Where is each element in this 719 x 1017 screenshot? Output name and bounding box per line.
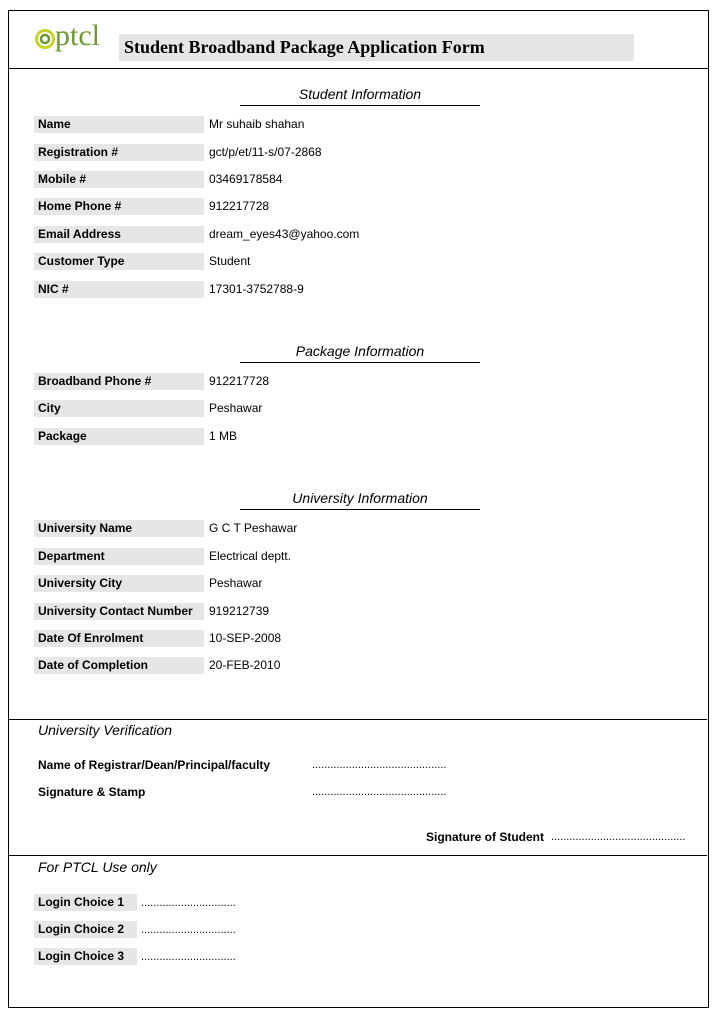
label-package: Package <box>34 428 204 445</box>
value-registration: gct/p/et/11-s/07-2868 <box>209 145 322 159</box>
section-underline <box>240 362 480 363</box>
value-mobile: 03469178584 <box>209 172 283 186</box>
section-title-university: University Information <box>292 490 428 506</box>
section-underline <box>240 105 480 106</box>
login-choice-1-line: ............................... <box>141 897 236 909</box>
login-choice-3-label: Login Choice 3 <box>34 948 137 965</box>
section-title-package: Package Information <box>295 343 425 359</box>
header-divider <box>9 68 709 69</box>
registrar-signature-line: ............................................ <box>312 759 447 771</box>
verification-divider <box>9 719 707 720</box>
value-email: dream_eyes43@yahoo.com <box>209 227 360 241</box>
section-title-ptcl-use: For PTCL Use only <box>38 859 157 875</box>
label-customer-type: Customer Type <box>34 253 204 270</box>
value-university-name: G C T Peshawar <box>209 521 298 535</box>
student-signature-line: ............................................ <box>551 831 686 843</box>
login-choice-1-label: Login Choice 1 <box>34 894 137 911</box>
ptcl-logo <box>34 14 116 60</box>
value-university-contact: 919212739 <box>209 604 270 618</box>
value-city: Peshawar <box>209 401 263 415</box>
label-mobile: Mobile # <box>34 171 204 188</box>
login-choice-3-line: ............................... <box>141 951 236 963</box>
login-choice-2-line: ............................... <box>141 924 236 936</box>
label-date-completion: Date of Completion <box>34 657 204 674</box>
label-email: Email Address <box>34 226 204 243</box>
label-university-contact: University Contact Number <box>34 603 204 620</box>
value-home-phone: 912217728 <box>209 199 270 213</box>
label-date-enrolment: Date Of Enrolment <box>34 630 204 647</box>
value-date-enrolment: 10-SEP-2008 <box>209 631 282 645</box>
value-broadband-phone: 912217728 <box>209 374 270 388</box>
value-nic: 17301-3752788-9 <box>209 282 304 296</box>
section-underline <box>240 509 480 510</box>
label-broadband-phone: Broadband Phone # <box>34 373 204 390</box>
login-choice-2-label: Login Choice 2 <box>34 921 137 938</box>
signature-stamp-label: Signature & Stamp <box>38 785 146 799</box>
label-registration: Registration # <box>34 144 204 161</box>
logo-text: ptcl <box>55 19 100 52</box>
label-university-city: University City <box>34 575 204 592</box>
value-name: Mr suhaib shahan <box>209 117 305 131</box>
registrar-label: Name of Registrar/Dean/Principal/faculty <box>38 758 271 772</box>
value-date-completion: 20-FEB-2010 <box>209 658 281 672</box>
label-home-phone: Home Phone # <box>34 198 204 215</box>
label-name: Name <box>34 116 204 133</box>
label-city: City <box>34 400 204 417</box>
value-customer-type: Student <box>209 254 251 268</box>
label-department: Department <box>34 548 204 565</box>
signature-stamp-line: ............................................ <box>312 786 447 798</box>
section-title-student: Student Information <box>298 86 422 102</box>
section-title-verification: University Verification <box>38 722 173 738</box>
value-university-city: Peshawar <box>209 576 263 590</box>
value-department: Electrical deptt. <box>209 549 292 563</box>
page-title: Student Broadband Package Application Form <box>124 37 485 57</box>
student-signature-label: Signature of Student <box>426 830 544 844</box>
ptcl-use-divider <box>9 855 707 856</box>
value-package: 1 MB <box>209 429 238 443</box>
label-university-name: University Name <box>34 520 204 537</box>
label-nic: NIC # <box>34 281 204 298</box>
